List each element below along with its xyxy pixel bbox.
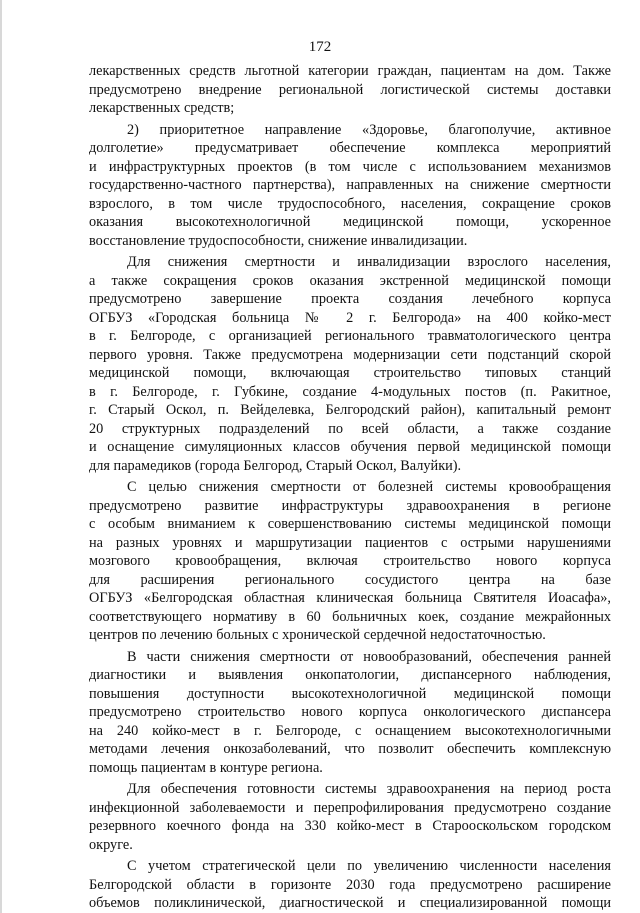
page-number: 172 <box>308 39 332 55</box>
text-line: в г. Белгороде, г. Губкине, создание 4-модульных постов (п. Ракитное, <box>89 383 611 400</box>
text-line: объемов поликлинической, диагностической и специализированной помощи <box>89 895 611 911</box>
paragraph <box>89 62 611 118</box>
text-line: лекарственных средств; <box>89 100 235 116</box>
scan-edge <box>0 0 2 913</box>
text-line: предусмотрено развитие инфраструктуры здравоохранения в регионе <box>89 497 611 514</box>
text-line: на разных уровнях и маршрутизации пациентов с острыми нарушениями <box>89 534 611 551</box>
text-line: предусмотрено завершение проекта создания лечебного корпуса <box>89 291 611 307</box>
text-line: предусмотрено строительство нового корпуса онкологического диспансера <box>89 704 611 720</box>
paragraph <box>89 478 611 645</box>
text-line: ОГБУЗ «Городская больница № 2 г. Белгорода» на 400 койко-мест <box>89 309 611 326</box>
text-line: Для снижения смертности и инвалидизации взрослого населения, <box>127 254 611 270</box>
text-line: 2) приоритетное направление «Здоровье, благополучие, активное <box>127 121 611 138</box>
text-line: Белгородской области в горизонте 2030 года предусмотрено расширение <box>89 876 611 893</box>
text-line: ОГБУЗ «Белгородская областная клиническая больница Святителя Иоасафа», <box>89 590 611 606</box>
text-line: в г. Белгороде, с организацией регионального травматологического центра <box>89 328 611 344</box>
text-line: восстановление трудоспособности, снижение инвалидизации. <box>89 232 468 249</box>
text-line: 20 структурных подразделений по всей области, а также создание <box>89 420 611 437</box>
text-line: долголетие» предусматривает обеспечение комплекса мероприятий <box>89 140 611 156</box>
paragraph <box>89 780 611 854</box>
text-line: медицинской помощи, включающая строительство типовых станций <box>89 365 611 381</box>
text-line: на 240 койко-мест в г. Белгороде, с оснащением высокотехнологичными <box>89 722 611 739</box>
text-line: помощь пациентам в контуре региона. <box>89 759 323 776</box>
paragraph <box>89 857 611 913</box>
text-line: мозгового кровообращения, включая строительство нового корпуса <box>89 553 611 569</box>
text-line: повышения доступности высокотехнологичной медицинской помощи <box>89 685 611 702</box>
text-line: для расширения регионального сосудистого центра на базе <box>89 571 611 588</box>
text-line: соответствующего нормативу в 60 больничных коек, создание межрайонных <box>89 608 611 625</box>
text-line: оказания высокотехнологичной медицинской помощи, ускоренное <box>89 214 611 230</box>
paragraph <box>89 648 611 778</box>
paragraph <box>89 121 611 251</box>
text-line: предусмотрено внедрение региональной логистической системы доставки <box>89 81 611 98</box>
text-line: государственно-частного партнерства), направленных на снижение смертности <box>89 177 611 193</box>
text-line: первого уровня. Также предусмотрена модернизации сети подстанций скорой <box>89 346 611 363</box>
text-line: центров по лечению больных с хронической сердечной недостаточностью. <box>89 627 546 643</box>
body-text <box>89 62 611 913</box>
text-line: диагностики и выявления онкопатологии, диспансерного наблюдения, <box>89 667 611 683</box>
text-line: а также сокращения сроков оказания экстренной медицинской помощи <box>89 272 611 289</box>
text-line: лекарственных средств льготной категории граждан, пациентам на дом. Также <box>89 63 611 79</box>
text-line: С целью снижения смертности от болезней системы кровообращения <box>127 479 611 495</box>
text-line: г. Старый Оскол, п. Вейделевка, Белгородский район), капитальный ремонт <box>89 402 611 418</box>
text-line: взрослого, в том числе трудоспособного, населения, сокращение сроков <box>89 195 611 212</box>
text-line: и оснащение симуляционных классов обучения первой медицинской помощи <box>89 439 611 455</box>
text-line: и инфраструктурных проектов (в том числе с использованием механизмов <box>89 158 611 175</box>
text-line: с особым вниманием к совершенствованию системы медицинской помощи <box>89 516 611 532</box>
text-line: С учетом стратегической цели по увеличению численности населения <box>127 858 611 874</box>
paragraph <box>89 253 611 475</box>
text-line: В части снижения смертности от новообразований, обеспечения ранней <box>127 648 611 665</box>
text-line: инфекционной заболеваемости и перепрофилирования предусмотрено создание <box>89 799 611 816</box>
text-line: резервного коечного фонда на 330 койко-мест в Старооскольском городском <box>89 818 611 834</box>
text-line: округе. <box>89 836 133 853</box>
text-line: Для обеспечения готовности системы здравоохранения на период роста <box>127 781 611 797</box>
text-line: методами лечения онкозаболеваний, что позволит обеспечить комплексную <box>89 741 611 757</box>
text-line: для парамедиков (города Белгород, Старый Оскол, Валуйки). <box>89 457 462 474</box>
